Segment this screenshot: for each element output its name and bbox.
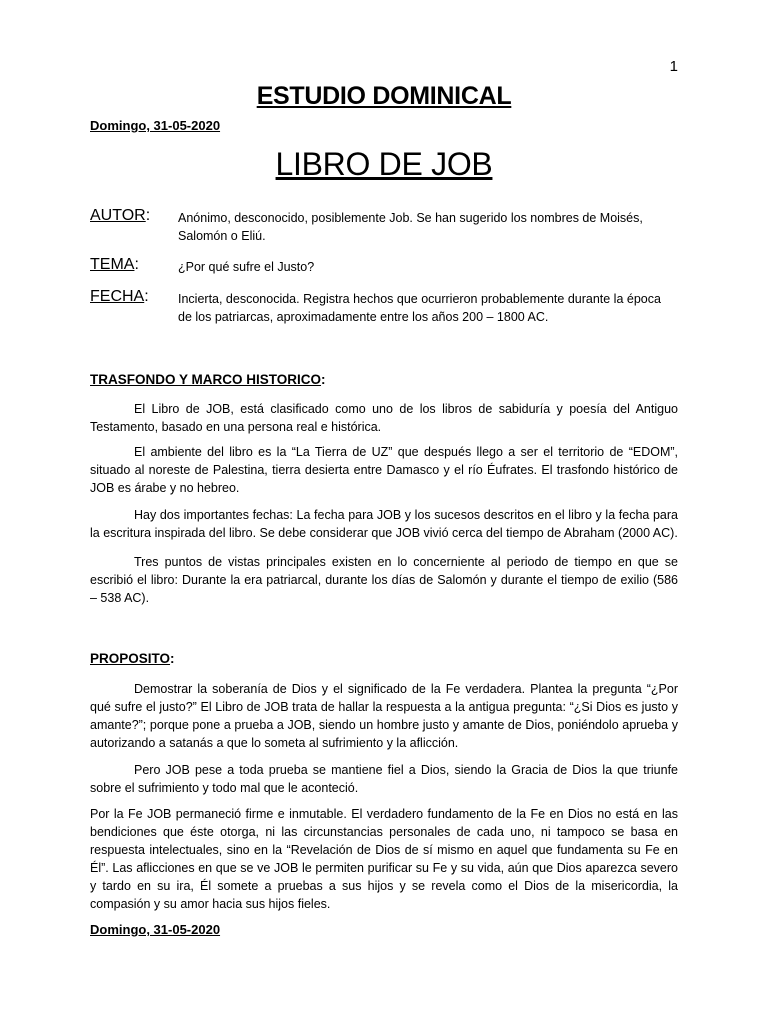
document-title: ESTUDIO DOMINICAL [256, 82, 512, 110]
document-subtitle: LIBRO DE JOB [275, 146, 493, 182]
field-value: ¿Por qué sufre el Justo? [178, 260, 315, 274]
section-heading-trasfondo: TRASFONDO Y MARCO HISTORICO: [90, 372, 326, 387]
paragraph: El ambiente del libro es la “La Tierra de UZ” que después llego a ser el territorio de “EDOM”, situado al noreste de Palestina, tierra desierta entre Damasco y el río Éufrates. El trasfondo histórico de JOB es árabe y no hebreo. [90, 445, 678, 495]
field-value: Incierta, desconocida. Registra hechos que ocurrieron probablemente durante la época de los patriarcas, aproximadamente entre los años 200 – 1800 AC. [178, 292, 661, 324]
field-label: TEMA: [90, 256, 139, 273]
field-label: FECHA: [90, 288, 149, 305]
paragraph: Por la Fe JOB permaneció firme e inmutable. El verdadero fundamento de la Fe en Dios no está en las bendiciones que éste otorga, ni las circunstancias personales de cada uno, ni tampoco se basa en respuesta intelectuales, sino en la “Revelación de Dios de sí mismo en aquel que fundamenta su Fe en Él”. Las aflicciones en que se ve JOB le permiten purificar su Fe y su vida, aún que Dios aparezca severo y tardo en su ira, Él somete a pruebas a sus hijos y se revela como el Dios de la misericordia, la compasión y su amor hacia sus hijos fieles. [90, 807, 678, 911]
date-top: Domingo, 31-05-2020 [90, 118, 221, 133]
field-label: AUTOR: [90, 207, 151, 224]
paragraph: El Libro de JOB, está clasificado como uno de los libros de sabiduría y poesía del Antiguo Testamento, basado en una persona real e histórica. [90, 402, 678, 434]
date-bottom: Domingo, 31-05-2020 [90, 922, 221, 937]
section-heading-proposito: PROPOSITO: [90, 651, 175, 666]
paragraph: Hay dos importantes fechas: La fecha para JOB y los sucesos descritos en el libro y la fecha para la escritura inspirada del libro. Se debe considerar que JOB vivió cerca del tiempo de Abraham (2000 AC). [90, 508, 678, 540]
page-number: 1 [669, 58, 678, 75]
paragraph: Demostrar la soberanía de Dios y el significado de la Fe verdadera. Plantea la pregunta “¿Por qué sufre el justo?” El Libro de JOB trata de hallar la respuesta a la antigua pregunta: “¿Si Dios es justo y amante?”; porque pone a prueba a JOB, siendo un hombre justo y amante de Dios, poniéndolo aprueba y autorizando a satanás a que lo someta al sufrimiento y la aflicción. [90, 682, 678, 750]
field-value: Anónimo, desconocido, posiblemente Job. Se han sugerido los nombres de Moisés, Salomón o Eliú. [178, 211, 643, 243]
paragraph: Pero JOB pese a toda prueba se mantiene fiel a Dios, siendo la Gracia de Dios la que triunfe sobre el sufrimiento y todo mal que le aconteció. [90, 763, 678, 795]
paragraph: Tres puntos de vistas principales existen en lo concerniente al periodo de tiempo en que se escribió el libro: Durante la era patriarcal, durante los días de Salomón y durante el tiempo de exilio (586 – 538 AC). [90, 555, 678, 605]
